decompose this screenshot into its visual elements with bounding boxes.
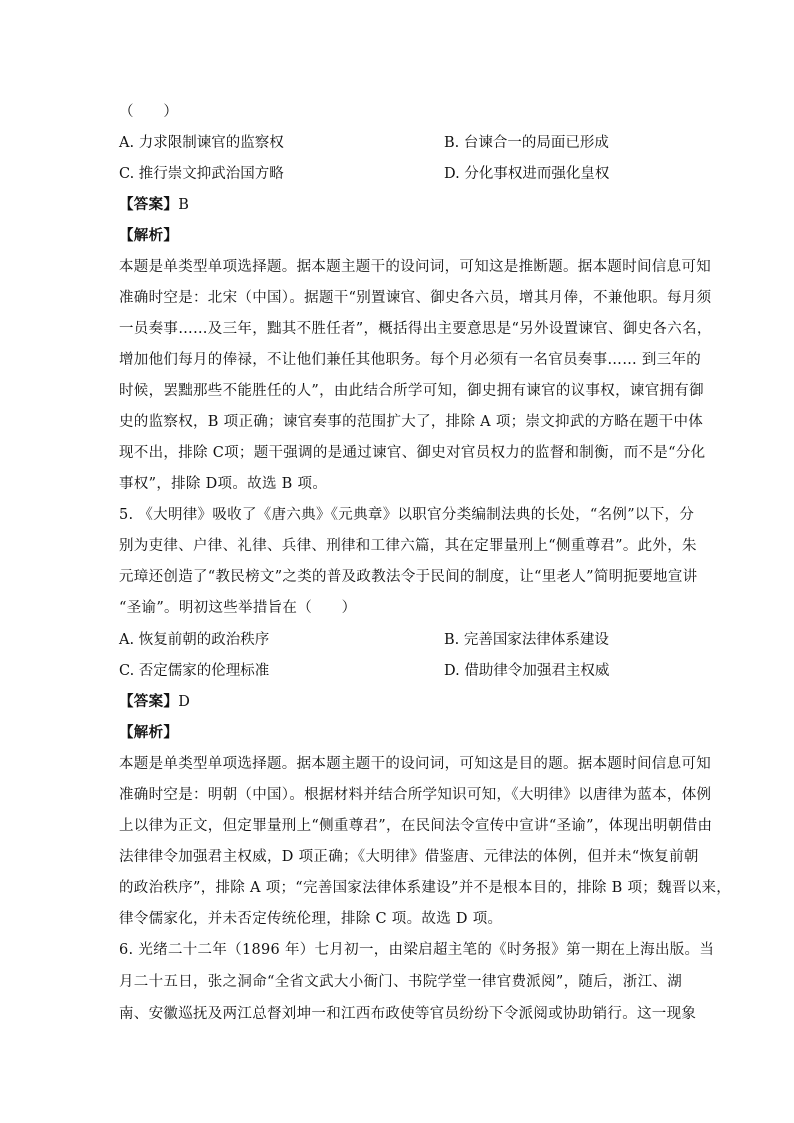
q5-stem-line: 别为吏律、户律、礼律、兵律、刑律和工律六篇，其在定罪量刑上“侧重尊君”。此外，朱 bbox=[119, 538, 697, 554]
q4-analysis-line: 准确时空是：北宋（中国）。据题干“别置谏官、御史各六员，增其月俸，不兼他职。每月须 bbox=[119, 290, 712, 306]
q5-option-b: B. 完善国家法律体系建设 bbox=[444, 632, 609, 648]
q5-analysis-line: 的政治秩序”，排除 A 项；“完善国家法律体系建设”并不是根本目的，排除 B 项；魏晋以来， bbox=[119, 880, 732, 896]
q5-stem-line: 5. 《大明律》吸收了《唐六典》《元典章》以职官分类编制法典的长处，“名例”以下，分 bbox=[119, 507, 695, 523]
q6-stem-line: 月二十五日，张之洞命“全省文武大小衙门、书院学堂一律官费派阅”，随后，浙江、湖 bbox=[119, 974, 683, 990]
q4-answer bbox=[119, 195, 189, 215]
q4-option-d: D. 分化事权进而强化皇权 bbox=[444, 166, 610, 182]
q4-option-a: A. 力求限制谏官的监察权 bbox=[119, 135, 284, 151]
q4-analysis-line: 本题是单类型单项选择题。据本题主题干的设问词，可知这是推断题。据本题时间信息可知 bbox=[119, 259, 711, 275]
q4-analysis-label: 【解析】 bbox=[119, 227, 179, 244]
answer-label: 【答案】 bbox=[119, 196, 179, 213]
q5-option-c: C. 否定儒家的伦理标准 bbox=[119, 663, 270, 679]
q6-stem-line: 6. 光绪二十二年（1896 年）七月初一，由梁启超主笔的《时务报》第一期在上海出版。当 bbox=[119, 942, 715, 958]
answer-label: 【答案】 bbox=[119, 693, 179, 710]
q4-analysis-line: 事权”，排除 D项。故选 B 项。 bbox=[119, 476, 328, 492]
q4-analysis-line: 一员奏事……及三年，黜其不胜任者”，概括得出主要意思是“另外设置谏官、御史各六名， bbox=[119, 321, 712, 337]
q5-analysis-line: 本题是单类型单项选择题。据本题主题干的设问词，可知这是目的题。据本题时间信息可知 bbox=[119, 756, 711, 772]
q5-analysis-label: 【解析】 bbox=[119, 724, 179, 741]
q4-analysis-line: 史的监察权，B 项正确；谏官奏事的范围扩大了，排除 A 项；崇文抑武的方略在题干中体 bbox=[119, 414, 704, 430]
q4-option-c: C. 推行崇文抑武治国方略 bbox=[119, 166, 284, 182]
q5-analysis-line: 上以律为正文，但定罪量刑上“侧重尊君”，在民间法令宣传中宣讲“圣谕”，体现出明朝借由 bbox=[119, 818, 713, 834]
q4-option-b: B. 台谏合一的局面已形成 bbox=[444, 135, 609, 151]
answer-value: D bbox=[178, 694, 191, 710]
q5-analysis-line: 准确时空是：明朝（中国）。根据材料并结合所学知识可知，《大明律》以唐律为蓝本，体例 bbox=[119, 787, 712, 803]
q4-analysis-line: 时候，罢黜那些不能胜任的人”，由此结合所学可知，御史拥有谏官的议事权，谏官拥有御 bbox=[119, 383, 704, 399]
q6-stem-line: 南、安徽巡抚及两江总督刘坤一和江西布政使等官员纷纷下令派阅或协助销行。这一现象 bbox=[119, 1006, 697, 1022]
q5-analysis-line: 法律律令加强君主权威，D 项正确；《大明律》借鉴唐、元律法的体例，但并未“恢复前朝 bbox=[119, 849, 699, 865]
q5-stem-line: 元璋还创造了“教民榜文”之类的普及政教法令于民间的制度，让“里老人”简明扼要地宣讲 bbox=[119, 569, 698, 585]
q5-option-d: D. 借助律令加强君主权威 bbox=[444, 663, 610, 679]
q5-analysis-line: 律令儒家化，并未否定传统伦理，排除 C 项。故选 D 项。 bbox=[119, 911, 503, 927]
q5-stem-line: “圣谕”。明初这些举措旨在（ ） bbox=[119, 600, 357, 616]
q4-analysis-line: 增加他们每月的俸禄，不让他们兼任其他职务。每个月必须有一名官员奏事…… 到三年的 bbox=[119, 352, 702, 368]
q5-answer bbox=[119, 692, 190, 712]
q4-analysis-line: 现不出，排除 C项；题干强调的是通过谏官、御史对官员权力的监督和制衡，而不是“分化 bbox=[119, 445, 706, 461]
q5-option-a: A. 恢复前朝的政治秩序 bbox=[119, 632, 270, 648]
q4-paren: （ ） bbox=[119, 104, 179, 120]
answer-value: B bbox=[178, 197, 190, 213]
